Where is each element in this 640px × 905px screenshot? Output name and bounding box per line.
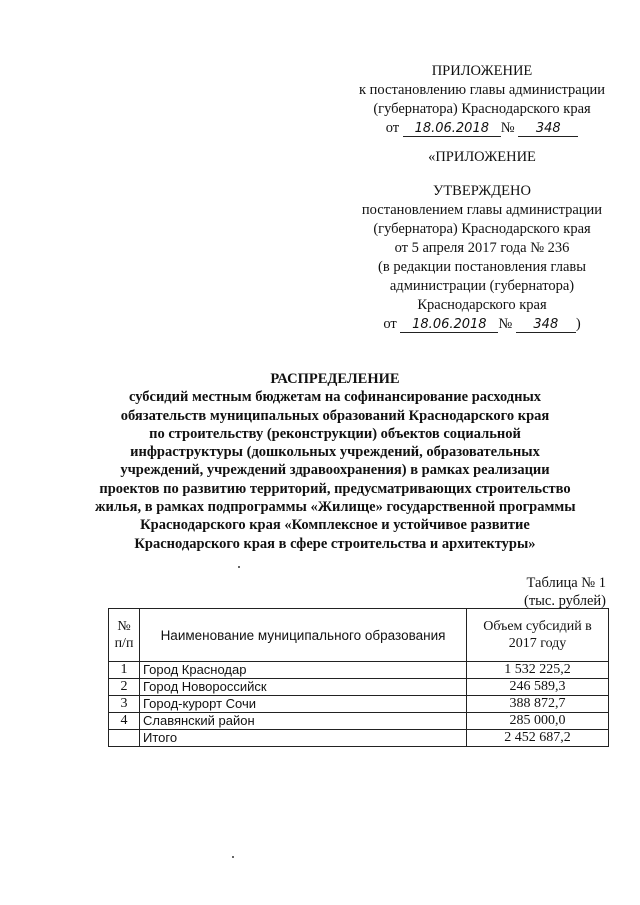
header-municipality: Наименование муниципального образования xyxy=(140,609,467,662)
row-municipality: Славянский район xyxy=(140,713,467,730)
heading-line: учреждений, учреждений здравоохранения) в рамках реализации xyxy=(120,462,550,479)
heading-line: Краснодарского края «Комплексное и устойчивое развитие xyxy=(140,517,530,534)
approved-line-6: Краснодарского края xyxy=(417,297,547,313)
approved-line-2: (губернатора) Краснодарского края xyxy=(373,221,591,237)
total-number xyxy=(109,730,140,747)
header-amount: Объем субсидий в 2017 году xyxy=(467,609,609,662)
table-header-row xyxy=(109,609,609,662)
table-units-label: (тыс. рублей) xyxy=(524,593,606,609)
row-number: 4 xyxy=(109,713,140,730)
appendix-from-label: от xyxy=(385,120,400,136)
approved-number-sign: № xyxy=(498,316,513,332)
approved-block xyxy=(332,182,632,334)
heading-line: обязательств муниципальных образований Краснодарского края xyxy=(120,407,550,424)
approved-line-5: администрации (губернатора) xyxy=(389,278,575,294)
inner-appendix-title: «ПРИЛОЖЕНИЕ xyxy=(428,149,536,165)
row-number: 3 xyxy=(109,696,140,713)
row-municipality: Город Краснодар xyxy=(140,662,467,679)
header-number: № п/п xyxy=(109,609,140,662)
appendix-block xyxy=(332,62,632,138)
table-total-row xyxy=(109,730,609,747)
appendix-number: 348 xyxy=(518,122,578,137)
heading-line: инфраструктуры (дошкольных учреждений, образовательных xyxy=(130,444,540,461)
heading-line: Краснодарского края в сфере строительства и архитектуры» xyxy=(134,535,536,552)
table-caption xyxy=(524,574,606,610)
row-amount: 246 589,3 xyxy=(467,679,609,696)
total-amount: 2 452 687,2 xyxy=(467,730,609,747)
distribution-heading xyxy=(95,370,575,553)
table-row xyxy=(109,713,609,730)
row-municipality: Город Новороссийск xyxy=(140,679,467,696)
appendix-title: ПРИЛОЖЕНИЕ xyxy=(431,63,533,79)
heading-line: по строительству (реконструкции) объектов социальной xyxy=(149,425,521,442)
subsidy-table xyxy=(108,608,609,747)
approved-title: УТВЕРЖДЕНО xyxy=(433,183,531,199)
heading-line: проектов по развитию территорий, предусматривающих строительство xyxy=(99,480,571,497)
heading-title: РАСПРЕДЕЛЕНИЕ xyxy=(270,371,400,387)
approved-date: 18.06.2018 xyxy=(400,318,498,333)
scan-speck xyxy=(232,856,234,858)
approved-line-4: (в редакции постановления главы xyxy=(378,259,586,275)
approved-date-line xyxy=(332,315,632,334)
inner-appendix xyxy=(382,148,582,167)
approved-close-paren: ) xyxy=(575,316,581,332)
appendix-line-2: (губернатора) Краснодарского края xyxy=(373,101,591,117)
approved-from-label: от xyxy=(383,316,397,332)
row-amount: 388 872,7 xyxy=(467,696,609,713)
table-row xyxy=(109,662,609,679)
appendix-line-1: к постановлению главы администрации xyxy=(358,82,606,98)
table-number-label: Таблица № 1 xyxy=(526,575,606,591)
appendix-date: 18.06.2018 xyxy=(403,122,501,137)
appendix-date-line xyxy=(332,119,632,138)
approved-line-3: от 5 апреля 2017 года № 236 xyxy=(394,240,570,256)
total-label: Итого xyxy=(140,730,467,747)
approved-line-1: постановлением главы администрации xyxy=(361,202,603,218)
row-amount: 1 532 225,2 xyxy=(467,662,609,679)
row-municipality: Город-курорт Сочи xyxy=(140,696,467,713)
heading-line: субсидий местным бюджетам на софинансирование расходных xyxy=(128,389,542,406)
row-amount: 285 000,0 xyxy=(467,713,609,730)
scan-speck xyxy=(238,566,240,568)
table-row xyxy=(109,696,609,713)
appendix-number-sign: № xyxy=(500,120,515,136)
heading-line: жилья, в рамках подпрограммы «Жилище» государственной программы xyxy=(95,499,576,516)
approved-number: 348 xyxy=(516,318,576,333)
row-number: 1 xyxy=(109,662,140,679)
table-row xyxy=(109,679,609,696)
row-number: 2 xyxy=(109,679,140,696)
